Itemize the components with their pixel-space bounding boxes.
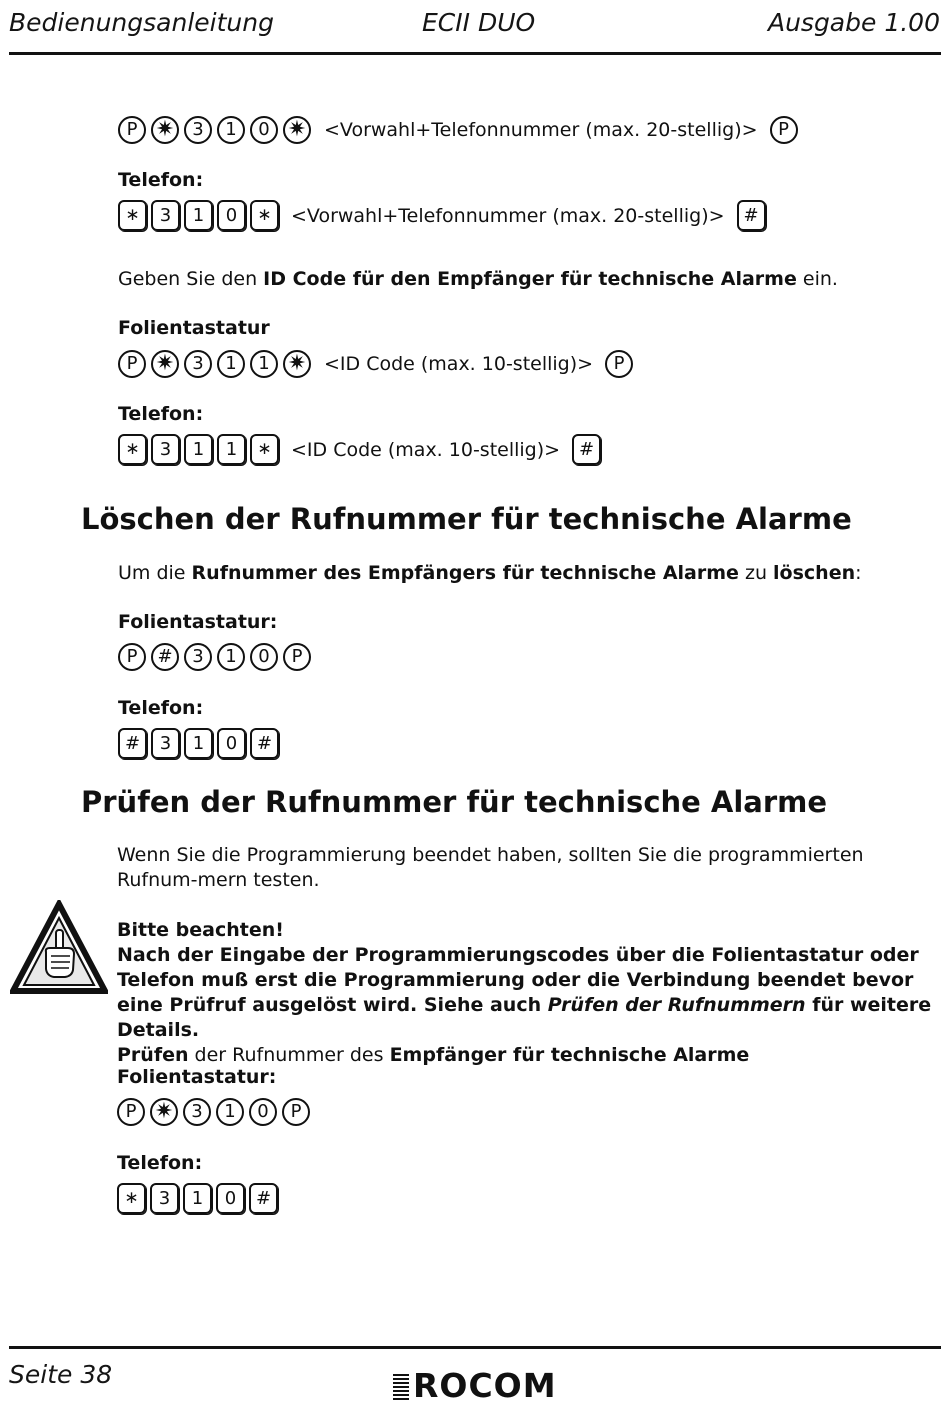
key-sequence xyxy=(118,728,283,759)
phone-label: Telefon: xyxy=(118,169,204,191)
key-square: 3 xyxy=(151,200,180,231)
key-circle: 3 xyxy=(184,350,212,378)
key-square: ∗ xyxy=(117,1183,146,1214)
header-edition: Ausgabe 1.00 xyxy=(767,8,940,37)
key-sequence-row xyxy=(118,728,283,759)
sequence-text: <Vorwahl+Telefonnummer (max. 20-stellig)> xyxy=(291,204,725,227)
key-square: 1 xyxy=(184,200,213,231)
key-circle: 1 xyxy=(250,350,278,378)
key-square: 0 xyxy=(217,200,246,231)
note-text: Nach der Eingabe der Programmierungscodes über die Folientastatur oder Telefon muß erst die Programmierung oder die Verbindung beendet bevor eine Prüfruf ausgelöst wird. Siehe auch Prüfen der Rufnummern für weitere Details. xyxy=(117,944,932,1041)
key-sequence-row xyxy=(118,200,770,231)
key-square: 1 xyxy=(217,434,246,465)
key-sequence-row xyxy=(118,434,605,465)
key-square: 1 xyxy=(183,1183,212,1214)
section-heading-delete: Löschen der Rufnummer für technische Alarme xyxy=(81,502,852,536)
key-circle: 1 xyxy=(217,350,245,378)
key-sequence xyxy=(118,643,316,671)
key-square: 1 xyxy=(184,434,213,465)
key-square: 3 xyxy=(151,728,180,759)
delete-intro: Um die Rufnummer des Empfängers für technische Alarme zu löschen: xyxy=(118,562,862,584)
phone-label: Telefon: xyxy=(118,697,204,719)
key-sequence xyxy=(118,116,316,144)
header-product: ECII DUO xyxy=(422,8,536,37)
key-sequence-row xyxy=(118,116,803,144)
rocom-logo xyxy=(393,1366,557,1405)
key-circle: 0 xyxy=(249,1098,277,1126)
key-sequence xyxy=(118,434,283,465)
key-circle: 3 xyxy=(184,643,212,671)
key-square: 3 xyxy=(150,1183,179,1214)
key-circle: 0 xyxy=(250,116,278,144)
end-key: P xyxy=(605,350,633,378)
end-key: P xyxy=(770,116,798,144)
key-circle: P xyxy=(283,643,311,671)
header-rule xyxy=(9,52,941,55)
foil-label: Folientastatur xyxy=(118,317,270,339)
key-square: ∗ xyxy=(118,434,147,465)
key-sequence xyxy=(117,1183,282,1214)
logo-mark-icon xyxy=(393,1372,409,1400)
key-circle: P xyxy=(118,116,146,144)
key-circle: 3 xyxy=(184,116,212,144)
key-square: # xyxy=(249,1183,278,1214)
header-title: Bedienungsanleitung xyxy=(9,8,274,37)
logo-text: ROCOM xyxy=(413,1366,557,1405)
key-circle: P xyxy=(118,350,146,378)
key-circle: P xyxy=(117,1098,145,1126)
key-square: 0 xyxy=(216,1183,245,1214)
key-circle: P xyxy=(118,643,146,671)
key-circle: P xyxy=(282,1098,310,1126)
key-square: 3 xyxy=(151,434,180,465)
key-circle: 1 xyxy=(217,116,245,144)
key-square: # xyxy=(250,728,279,759)
key-circle: ✷ xyxy=(151,350,179,378)
section-heading-test: Prüfen der Rufnummer für technische Alarme xyxy=(81,785,828,819)
key-sequence xyxy=(117,1098,315,1126)
key-circle: ✷ xyxy=(150,1098,178,1126)
key-circle: ✷ xyxy=(283,116,311,144)
note-title: Bitte beachten! xyxy=(117,919,284,941)
foil-label: Folientastatur: xyxy=(118,611,278,633)
key-sequence-row xyxy=(118,643,316,671)
page-number: Seite 38 xyxy=(9,1360,113,1389)
key-square: ∗ xyxy=(250,200,279,231)
key-circle: 1 xyxy=(217,643,245,671)
key-square: ∗ xyxy=(118,200,147,231)
id-code-paragraph: Geben Sie den ID Code für den Empfänger für technische Alarme ein. xyxy=(118,268,838,290)
footer-rule xyxy=(9,1346,941,1349)
phone-label: Telefon: xyxy=(117,1152,203,1174)
sequence-text: <ID Code (max. 10-stellig)> xyxy=(324,353,594,375)
note-block xyxy=(117,918,932,1068)
check-line: Prüfen der Rufnummer des Empfänger für technische Alarme xyxy=(117,1044,750,1066)
key-circle: 1 xyxy=(216,1098,244,1126)
key-sequence-row xyxy=(117,1183,282,1214)
key-sequence xyxy=(118,200,283,231)
key-sequence xyxy=(118,350,316,378)
end-key: # xyxy=(737,200,766,231)
test-intro: Wenn Sie die Programmierung beendet haben, sollten Sie die programmierten Rufnum-mern testen. xyxy=(117,844,864,891)
key-circle: 0 xyxy=(250,643,278,671)
key-square: ∗ xyxy=(250,434,279,465)
key-circle: ✷ xyxy=(283,350,311,378)
warning-hand-icon xyxy=(10,900,108,994)
foil-label: Folientastatur: xyxy=(117,1066,277,1088)
key-sequence-row xyxy=(118,350,638,378)
sequence-text: <ID Code (max. 10-stellig)> xyxy=(291,438,561,461)
key-circle: ✷ xyxy=(151,116,179,144)
key-circle: 3 xyxy=(183,1098,211,1126)
sequence-text: <Vorwahl+Telefonnummer (max. 20-stellig)> xyxy=(324,119,758,141)
key-sequence-row xyxy=(117,1098,315,1126)
key-circle: # xyxy=(151,643,179,671)
key-square: 0 xyxy=(217,728,246,759)
end-key: # xyxy=(572,434,601,465)
key-square: 1 xyxy=(184,728,213,759)
key-square: # xyxy=(118,728,147,759)
phone-label: Telefon: xyxy=(118,403,204,425)
